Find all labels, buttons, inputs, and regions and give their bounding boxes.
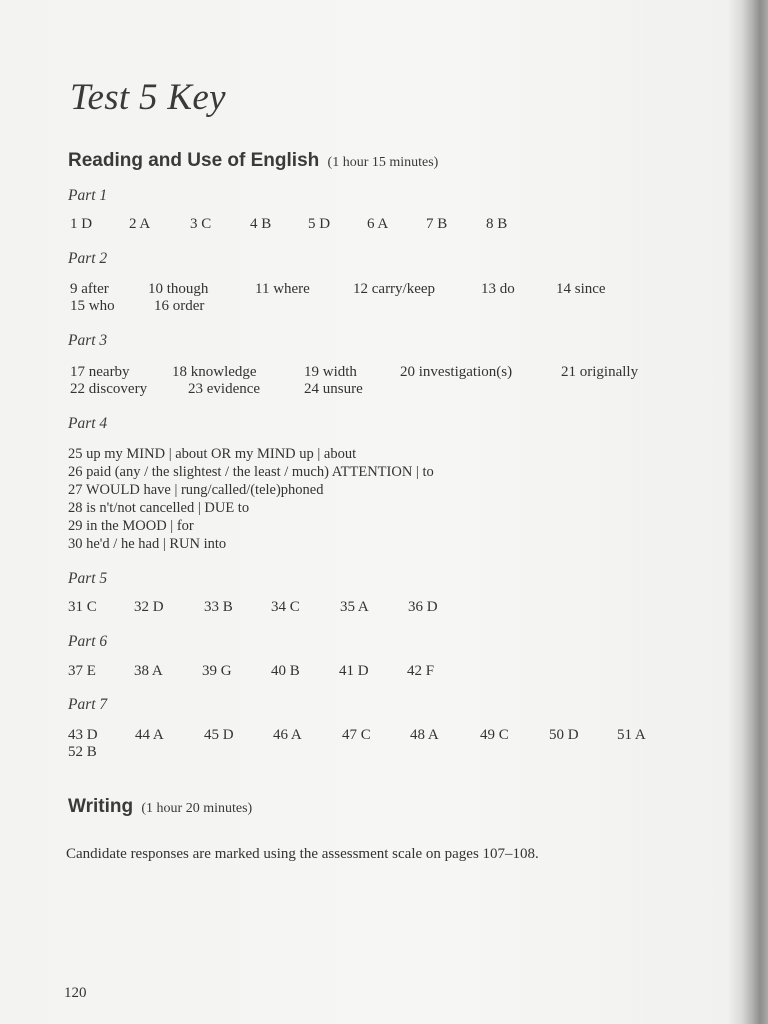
writing-heading-text: Writing	[68, 796, 134, 817]
answer-item: 2 A	[129, 216, 151, 232]
reading-duration: (1 hour 15 minutes)	[327, 155, 439, 170]
answer-item: 52 B	[68, 744, 97, 760]
part-7-label: Part 7	[68, 696, 108, 713]
answer-item: 3 C	[190, 216, 212, 232]
answer-item: 24 unsure	[304, 381, 363, 397]
answer-item: 18 knowledge	[172, 364, 257, 380]
answer-item: 4 B	[250, 216, 272, 232]
answer-item: 5 D	[308, 216, 331, 232]
part-4-answer-27: 27 WOULD have | rung/called/(tele)phoned	[68, 482, 324, 498]
answer-item: 6 A	[367, 216, 389, 232]
answer-item: 11 where	[255, 281, 310, 297]
part-5-label: Part 5	[68, 570, 108, 587]
answer-item: 13 do	[481, 281, 515, 297]
answer-item: 33 B	[204, 599, 233, 615]
answer-item: 41 D	[339, 663, 369, 679]
writing-section-heading	[68, 796, 252, 818]
answer-item: 34 C	[271, 599, 300, 615]
book-gutter-shadow	[728, 0, 768, 1024]
answer-item: 32 D	[134, 599, 164, 615]
answer-item: 15 who	[70, 298, 115, 314]
part-4-answer-29: 29 in the MOOD | for	[68, 518, 194, 534]
answer-item: 35 A	[340, 599, 369, 615]
answer-item: 51 A	[617, 727, 646, 743]
answer-item: 16 order	[154, 298, 205, 314]
answer-item: 22 discovery	[70, 381, 148, 397]
part-4-answer-28: 28 is n't/not cancelled | DUE to	[68, 500, 250, 516]
part-4-label: Part 4	[68, 415, 108, 432]
answer-item: 37 E	[68, 663, 96, 679]
page-title: Test 5 Key	[70, 77, 226, 118]
answer-item: 38 A	[134, 663, 163, 679]
answer-item: 8 B	[486, 216, 508, 232]
answer-item: 36 D	[408, 599, 438, 615]
part-4-answer-30: 30 he'd / he had | RUN into	[68, 536, 227, 552]
answer-item: 7 B	[426, 216, 448, 232]
part-3-label: Part 3	[68, 332, 108, 349]
answer-item: 45 D	[204, 727, 234, 743]
part-4-answer-26: 26 paid (any / the slightest / the least / much) ATTENTION | to	[68, 464, 434, 480]
answer-item: 10 though	[148, 281, 209, 297]
answer-item: 17 nearby	[70, 364, 130, 380]
answer-item: 19 width	[304, 364, 357, 380]
answer-item: 49 C	[480, 727, 509, 743]
answer-item: 43 D	[68, 727, 98, 743]
answer-item: 9 after	[70, 281, 109, 297]
part-4-answer-25: 25 up my MIND | about OR my MIND up | about	[68, 446, 357, 462]
answer-item: 31 C	[68, 599, 97, 615]
answer-item: 39 G	[202, 663, 232, 679]
writing-description: Candidate responses are marked using the assessment scale on pages 107–108.	[66, 846, 539, 862]
answer-item: 23 evidence	[188, 381, 261, 397]
answer-item: 44 A	[135, 727, 164, 743]
answer-item: 47 C	[342, 727, 371, 743]
answer-item: 14 since	[556, 281, 606, 297]
answer-item: 21 originally	[561, 364, 639, 380]
reading-section-heading	[68, 150, 438, 172]
part-2-label: Part 2	[68, 250, 108, 267]
answer-item: 50 D	[549, 727, 579, 743]
answer-item: 20 investigation(s)	[400, 364, 513, 380]
answer-item: 40 B	[271, 663, 300, 679]
answer-item: 1 D	[70, 216, 93, 232]
reading-heading-text: Reading and Use of English	[68, 150, 320, 171]
answer-item: 12 carry/keep	[353, 281, 436, 297]
answer-item: 46 A	[273, 727, 302, 743]
page-number: 120	[64, 985, 87, 1001]
part-1-label: Part 1	[68, 187, 108, 204]
writing-duration: (1 hour 20 minutes)	[141, 801, 253, 816]
answer-item: 42 F	[407, 663, 435, 679]
part-6-label: Part 6	[68, 633, 108, 650]
answer-item: 48 A	[410, 727, 439, 743]
